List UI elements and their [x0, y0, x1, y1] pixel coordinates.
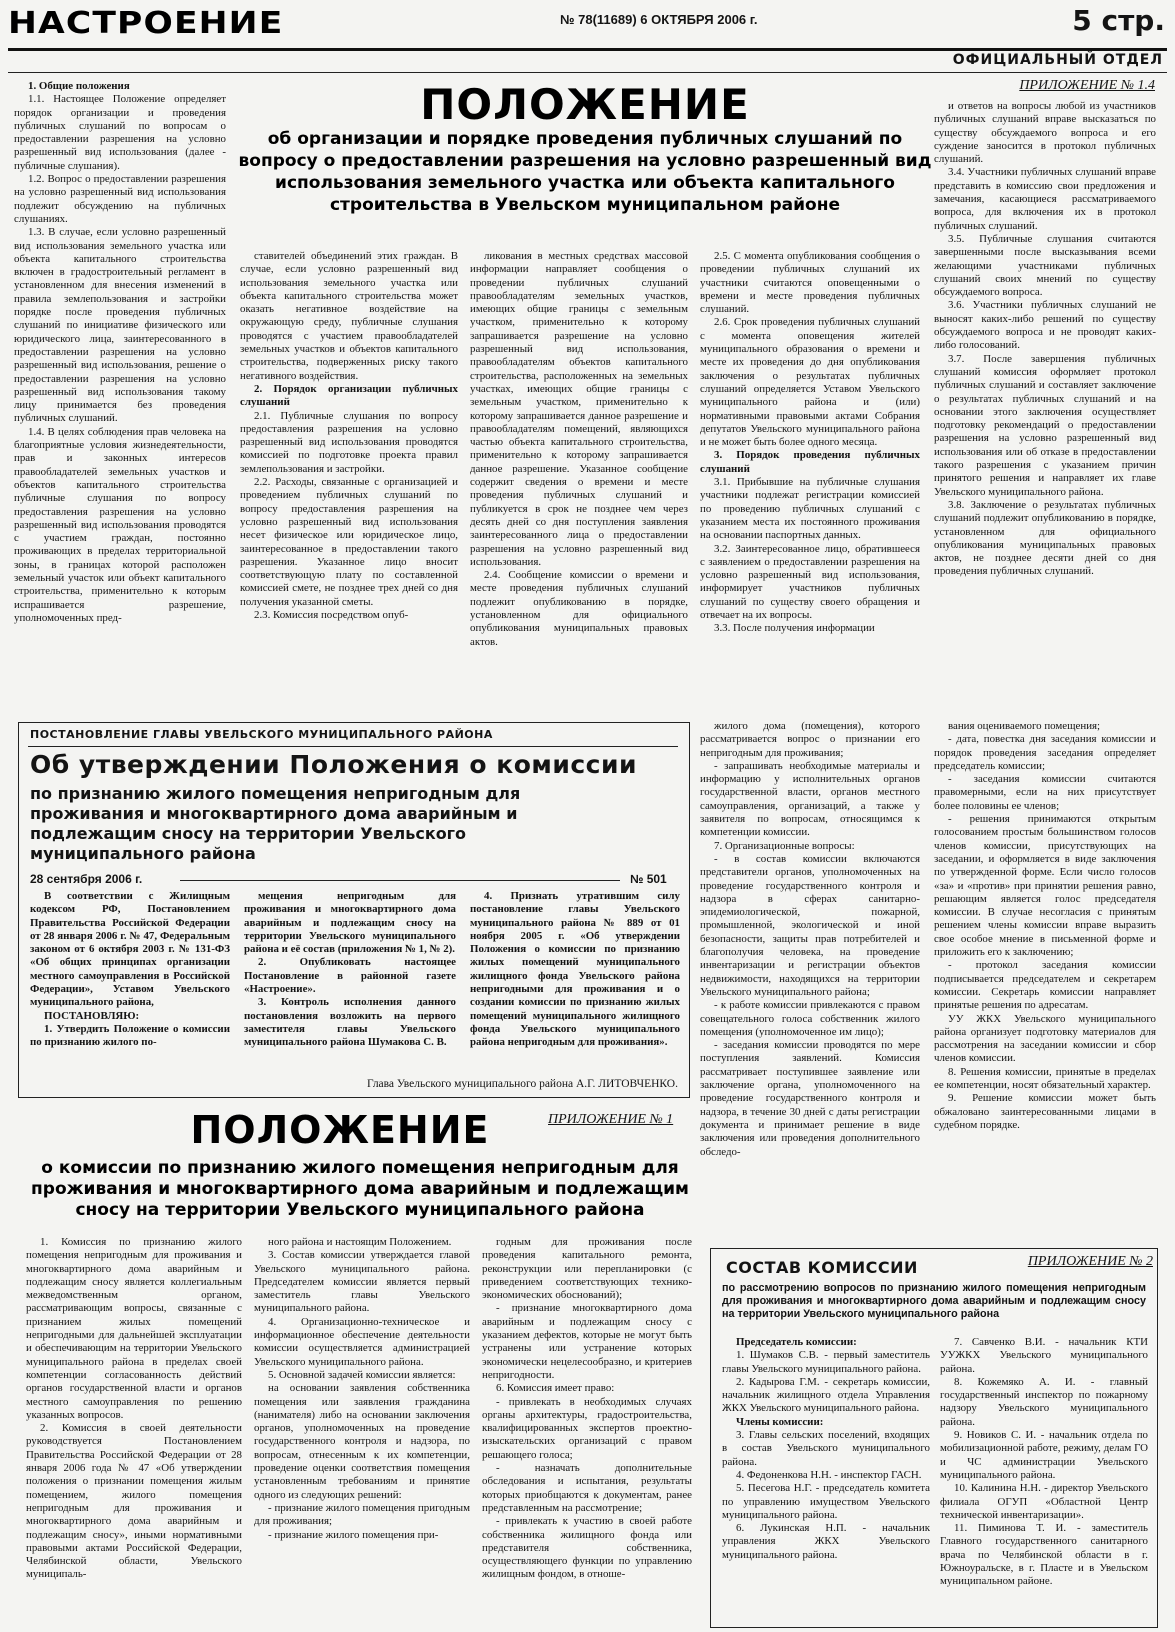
paragraph: - заседания комиссии считаются правомерными, если на них присутствует более половины ее членов; — [934, 773, 1156, 812]
section-label: ОФИЦИАЛЬНЫЙ ОТДЕЛ — [952, 52, 1163, 68]
commission-column-2 — [940, 1336, 1148, 1622]
article1-title: ПОЛОЖЕНИЕ — [420, 80, 750, 129]
commission-title: СОСТАВ КОМИССИИ — [726, 1258, 918, 1277]
decree-number: № 501 — [630, 872, 667, 886]
paragraph: 6. Комиссия имеет право: — [496, 1382, 615, 1395]
paragraph: - решения принимаются открытым голосованием простым большинством голосов членов комиссии, присутствующих на заседании, и оформляется в виде заключения по утвержденной форме. Если число голосов «за» и «против» при принятии решения равно, решающим является голос председателя комиссии. В случае несогласия с принятым решением члены комиссии вправе выразить свое особое мнение в письменной форме и приложить его к заключению; — [934, 813, 1156, 959]
decree-title: Об утверждении Положения о комиссии — [30, 750, 638, 779]
paragraph: 4. Федоненкова Н.Н. - инспектор ГАСН. — [736, 1468, 922, 1481]
article1-column-3 — [470, 250, 688, 706]
paragraph: УУ ЖКХ Увельского муниципального района организует подготовку материалов для рассмотрения на заседании комиссии и сбор членов комиссии. — [934, 1012, 1156, 1065]
paragraph: 1.1. Настоящее Положение определяет порядок организации и проведения публичных слушаний по вопросам о предоставлении разрешения на условно разрешенный вид использования (далее - публичные слушания). — [14, 93, 226, 172]
paragraph: - запрашивать необходимые материалы и информацию у исполнительных органов государственной власти, органов местного самоуправления, организаций, а также у заявителя по вопросам, относящимся к компетенции комиссии. — [700, 759, 920, 839]
paragraph: 2.4. Сообщение комиссии о времени и месте проведения публичных слушаний подлежит опубликованию в порядке, установленном для официального опубликования муниципальных правовых актов. — [470, 569, 688, 648]
decree-column-1 — [30, 890, 230, 1070]
paragraph: - привлекать к участию в своей работе собственника жилищного фонда или представителя собственника, осуществляющего функции по управлению жилищным фондом, в отноше- — [482, 1515, 692, 1581]
paragraph: ставителей объединений этих граждан. В случае, если условно разрешенный вид использования земельного участка или объекта капитального строительства может оказать негативное воздействие на окружающую среду, публичные слушания проводятся с участием правообладателей земельных участков и объектов капитального строительства, подверженных риску такого негативного воздействия. — [240, 250, 458, 382]
paragraph: 2.1. Публичные слушания по вопросу предоставления разрешения на условно разрешенный вид использования проводятся комиссией по подготовке проекта правил землепользования и застройки. — [240, 409, 458, 475]
paragraph: 4. Признать утратившим силу постановление главы Увельского муниципального района № 889 от 01 ноября 2005 г. «Об утверждении Положения о комиссии по признанию жилых помещений муниципального жилищного фонда Увельского района непригодными для проживания и о создании комиссии по признанию жилых помещений муниципального жилищного фонда Увельского муниципального района непригодным для проживания». — [470, 890, 680, 1049]
paragraph: 6. Лукинская Н.П. - начальник управления ЖКХ Увельского муниципального района. — [722, 1522, 930, 1561]
paragraph: - назначать дополнительные обследования и испытания, результаты которых приобщаются к документам, ранее представленным на рассмотрение; — [482, 1462, 692, 1514]
paragraph: 3.1. Прибывшие на публичные слушания участники подлежат регистрации комиссией по проведению публичных слушаний с указанием места их постоянного проживания на основании паспортных данных. — [700, 476, 920, 542]
paragraph: 2.2. Расходы, связанные с организацией и проведением публичных слушаний по вопросу предоставления разрешения на условно разрешенный вид использования несет физическое или юридическое лицо, заинтересованное в предоставлении такого разрешения. Указанное лицо вносит соответствующую плату по составленной комиссией смете, не позднее трех дней со дня получения указанной сметы. — [240, 476, 458, 608]
paragraph: 3.8. Заключение о результатах публичных слушаний подлежит опубликованию в порядке, установленном для официального опубликования муниципальных правовых актов, не позднее десяти дней со дня проведения публичных слушаний. — [934, 498, 1156, 578]
paragraph: на основании заявления собственника помещения или заявления гражданина (нанимателя) либо на основании заключения органов, уполномоченных на проведение государственного контроля и надзора, по вопросам, отнесенным к их компетенции, проведение оценки соответствия помещения установленным требованиям и принятие одного из следующих решений: — [254, 1382, 470, 1501]
paragraph: - дата, повестка дня заседания комиссии и порядок проведения заседания определяет председатель комиссии; — [934, 733, 1156, 772]
article1-column-1 — [14, 80, 226, 706]
section-heading: Члены комиссии: — [736, 1415, 824, 1428]
article1-column-5 — [934, 100, 1156, 706]
paragraph: 2.3. Комиссия посредством опуб- — [254, 609, 409, 622]
paragraph: 3.7. После завершения публичных слушаний комиссия оформляет протокол публичных слушаний и составляет заключение о результатах публичных слушаний и на основании этого заключения осуществляет подготовку рекомендаций о предоставлении разрешения на условно разрешенный вид использования или об отказе в предоставлении такого разрешения с указанием причин принятого решения и направляет их главе Увельского муниципального района. — [934, 352, 1156, 498]
decree-header-rule — [28, 746, 678, 747]
section-heading: 2. Порядок организации публичных слушаний — [240, 382, 458, 409]
paragraph: 3. Контроль исполнения данного постановления возложить на первого заместителя главы Увельского муниципального района Шумакова С. В. — [244, 996, 456, 1049]
paragraph: - протокол заседания комиссии подписывается председателем и секретарем комиссии. Секретарь комиссии направляет принятые решения по адресатам. — [934, 959, 1156, 1012]
paragraph: - в состав комиссии включаются представители органов, уполномоченных на проведение государственного контроля и надзора в сферах санитарно-эпидемиологической, пожарной, промышленной, экологической и иной безопасности, защиты прав потребителей и благополучия человека, на проведение инвентаризации и регистрации объектов недвижимости, находящихся на территории Увельского муниципального района; — [700, 852, 920, 998]
article1-subtitle: об организации и порядке проведения публичных слушаний по вопросу о предоставлении разрешения на условно разрешенный вид использования земельного участка или объекта капитального строительства в Увельском муниципальном районе — [238, 129, 932, 215]
section-heading: ПОСТАНОВЛЯЮ: — [44, 1009, 140, 1022]
paragraph: 3. Состав комиссии утверждается главой Увельского муниципального района. Председателем комиссии является первый заместитель главы Увельского муниципального района. — [254, 1249, 470, 1315]
paragraph: - к работе комиссии привлекаются с правом совещательного голоса собственник жилого помещения (уполномоченное им лицо); — [700, 999, 920, 1038]
paragraph: 8. Кожемяко А. И. - главный государственный инспектор по пожарному надзору Увельского муниципального района. — [940, 1375, 1148, 1428]
paragraph: 3.6. Участники публичных слушаний не выносят каких-либо решений по существу обсуждаемого вопроса и не проводят каких-либо голосований. — [934, 299, 1156, 352]
paragraph: 3.4. Участники публичных слушаний вправе представить в комиссию свои предложения и замечания, касающиеся рассматриваемого вопроса, для включения их в протокол публичных слушаний. — [934, 166, 1156, 232]
paragraph: 2. Опубликовать настоящее Постановление в районной газете «Настроение». — [244, 956, 456, 996]
paragraph: и ответов на вопросы любой из участников публичных слушаний вправе высказаться по существу обсуждаемого вопроса и его суждение заносится в протокол публичных слушаний. — [934, 100, 1156, 166]
newspaper-title: НАСТРОЕНИЕ — [8, 6, 284, 41]
paragraph: 9. Решение комиссии может быть обжаловано заинтересованными лицами в судебном порядке. — [934, 1092, 1156, 1131]
paragraph: - признание жилого помещения пригодным для проживания; — [254, 1501, 470, 1528]
article2-column-1 — [26, 1236, 242, 1630]
decree-header: ПОСТАНОВЛЕНИЕ ГЛАВЫ УВЕЛЬСКОГО МУНИЦИПАЛЬНОГО РАЙОНА — [30, 728, 493, 741]
paragraph: 3.5. Публичные слушания считаются завершенными после высказывания всеми желающими участниками публичных слушаний своих мнений по существу обсуждаемого вопроса. — [934, 232, 1156, 299]
issue-info: № 78(11689) 6 ОКТЯБРЯ 2006 г. — [560, 12, 758, 27]
page-number: 5 стр. — [1072, 4, 1165, 37]
paragraph: - признание многоквартирного дома аварийным и подлежащим сносу с указанием дефектов, которые не могут быть устранены или устранение которых экономически нецелесообразно, и критериев непригодности. — [482, 1302, 692, 1381]
paragraph: 10. Калинина Н.Н. - директор Увельского филиала ОГУП «Областной Центр технической инвентаризации». — [940, 1482, 1148, 1521]
paragraph: 1.3. В случае, если условно разрешенный вид использования земельного участка или объекта капитального строительства включен в градостроительный регламент в установленном для внесения изменений в правила землепользования и застройки порядке после проведения публичных слушаний по инициативе физического или юридического лица, заинтересованного в предоставлении разрешения на условно разрешенный вид использования, решение о предоставлении разрешения на условно разрешенный вид использования такому лицу принимается без проведения публичных слушаний. — [14, 226, 226, 425]
commission-column-1 — [722, 1336, 930, 1622]
paragraph: 1. Утвердить Положение о комиссии по признанию жилого по- — [30, 1022, 230, 1049]
paragraph: 3.2. Заинтересованное лицо, обратившееся с заявлением о предоставлении разрешения на условно разрешенный вид использования, информирует участников публичных слушаний по существу своего обращения и отвечает на их вопросы. — [700, 542, 920, 622]
paragraph: 3.3. После получения информации — [714, 622, 875, 635]
paragraph: 5. Песегова Н.Г. - председатель комитета по управлению имуществом Увельского муниципального района. — [722, 1482, 930, 1521]
paragraph: - заседания комиссии проводятся по мере поступления заявлений. Комиссия рассматривает поступившее заявление или заключение органа, уполномоченного на проведение государственного контроля и надзора, в течение 30 дней с даты регистрации документа и принимает решение в виде заключения или проведения дополнительного обследо- — [700, 1039, 920, 1158]
paragraph: - признание жилого помещения при- — [268, 1528, 439, 1541]
decree-column-2 — [244, 890, 456, 1070]
article2-column-2 — [254, 1236, 470, 1630]
paragraph: 8. Решения комиссии, принятые в пределах ее компетенции, носят обязательный характер. — [934, 1065, 1156, 1092]
paragraph: годным для проживания после проведения капитального ремонта, реконструкции или перепланировки (с приведением соответствующих технико-экономических обоснований); — [482, 1236, 692, 1302]
article2-column-4 — [700, 720, 920, 1218]
article2-column-3 — [482, 1236, 692, 1630]
paragraph: вания оцениваемого помещения; — [948, 720, 1101, 732]
paragraph: 5. Основной задачей комиссии является: — [268, 1368, 456, 1381]
decree-signature: Глава Увельского муниципального района А.Г. ЛИТОВЧЕНКО. — [367, 1078, 678, 1090]
decree-date-rule — [180, 880, 620, 881]
paragraph: 2.6. Срок проведения публичных слушаний с момента оповещения жителей муниципального образования о времени и месте их проведения до дня опубликования заключения о результатах публичных слушаний определяется Уставом Увельского муниципального района и (или) нормативными правовыми актами Собрания депутатов Увельского муниципального района и не может быть более одного месяца. — [700, 316, 920, 449]
top-rule — [8, 48, 1167, 51]
appendix-label-1-4: ПРИЛОЖЕНИЕ № 1.4 — [1019, 78, 1155, 93]
paragraph: 4. Организационно-техническое и информационное обеспечение деятельности комиссии осуществляется администрацией Увельского муниципального района. — [254, 1315, 470, 1368]
paragraph: В соответствии с Жилищным кодексом РФ, Постановлением Правительства Российской Федерации от 28 января 2006 г. № 47, Федеральным законом от 6 октября 2003 г. № 131-ФЗ «Об общих принципах организации местного самоуправления в Российской Федерации», Уставом Увельского муниципального района, — [30, 890, 230, 1009]
paragraph: 1.2. Вопрос о предоставлении разрешения на условно разрешенный вид использования подлежит обсуждению на публичных слушаниях. — [14, 173, 226, 225]
paragraph: жилого дома (помещения), которого рассматривается вопрос о признании его непригодным для проживания; — [700, 720, 920, 759]
paragraph: 1. Комиссия по признанию жилого помещения непригодным для проживания и многоквартирного дома аварийным и подлежащим сносу является коллегиальным межведомственным органом, рассматривающим вопросы, связанные с признанием жилых помещений непригодными для дальнейшей эксплуатации и обеспечивающим на территории Увельского муниципального района в пределах своей компетенции согласованность действий органов государственной власти и органов местного самоуправления по решению указанных вопросов. — [26, 1236, 242, 1421]
appendix-label-2: ПРИЛОЖЕНИЕ № 2 — [1027, 1254, 1153, 1269]
paragraph: - привлекать в необходимых случаях органы архитектуры, градостроительства, квалифицированных экспертов проектно-изыскательских организаций с правом решающего голоса; — [482, 1395, 692, 1461]
paragraph: мещения непригодным для проживания и многоквартирного дома аварийным и подлежащим сносу на территории Увельского муниципального района и её состав (приложения № 1, № 2). — [244, 890, 456, 956]
paragraph: ликования в местных средствах массовой информации направляет сообщения о проведении публичных слушаний правообладателям земельных участков, имеющих общие границы с земельным участком, применительно к которому запрашивается разрешение на условно разрешенный вид использования, правообладателям объектов капитального строительства, расположенных на земельных участках, имеющих общие границы с земельным участком, применительно к которому запрашивается данное разрешение и правообладателям помещений, являющихся частью объекта капитального строительства, применительно к которому запрашивается данное разрешение. Указанное сообщение содержит сведения о времени и месте проведения публичных слушаний и публикуется в срок не позднее чем через десять дней со дня поступления заявления заинтересованного лица о предоставлении разрешения на условно разрешенный вид использования. — [470, 250, 688, 568]
paragraph: 1. Шумаков С.В. - первый заместитель главы Увельского муниципального района. — [722, 1349, 930, 1375]
paragraph: 9. Новиков С. И. - начальник отдела по мобилизационной работе, режиму, делам ГО и ЧС администрации Увельского муниципального района. — [940, 1429, 1148, 1481]
article1-column-2 — [240, 250, 458, 706]
article2-title: ПОЛОЖЕНИЕ — [190, 1108, 490, 1152]
paragraph: 2. Комиссия в своей деятельности руководствуется Постановлением Правительства Российской Федерации от 28 января 2006 года № 47 «Об утверждении положения о признании помещения жилым помещением, жилого помещения непригодным для проживания и многоквартирного дома аварийным и подлежащим сносу», иными нормативными правовыми актами Российской Федерации, Челябинской области, Увельского муниципаль- — [26, 1422, 242, 1581]
decree-subtitle: по признанию жилого помещения непригодным для проживания и многоквартирного дома аварийным и подлежащим сносу на территории Увельского муниципального района — [30, 784, 521, 863]
paragraph: ного района и настоящим Положением. — [268, 1236, 452, 1248]
article2-column-5 — [934, 720, 1156, 1218]
article1-column-4 — [700, 250, 920, 706]
decree-column-3 — [470, 890, 680, 1070]
article2-subtitle: о комиссии по признанию жилого помещения непригодным для проживания и многоквартирного дома аварийным и подлежащим сносу на территории Увельского муниципального района — [31, 1158, 689, 1220]
section-heading: 3. Порядок проведения публичных слушаний — [700, 449, 920, 475]
paragraph: 11. Пиминова Т. И. - заместитель Главного государственного санитарного врача по Челябинской области в г. Южноуральске, в г. Пласте и в Увельском муниципальном районе. — [940, 1522, 1148, 1588]
commission-subtitle: по рассмотрению вопросов по признанию жилого помещения непригодным для проживания и многоквартирного дома аварийным и подлежащим сносу на территории Увельского муниципального района — [722, 1282, 1146, 1320]
appendix-label-1: ПРИЛОЖЕНИЕ № 1 — [548, 1112, 674, 1127]
decree-date: 28 сентября 2006 г. — [30, 872, 143, 886]
paragraph: 7. Организационные вопросы: — [714, 839, 855, 852]
section-rule — [8, 72, 1167, 73]
paragraph: 2.5. С момента опубликования сообщения о проведении публичных слушаний их участники считаются оповещенными о времени и месте проведения публичных слушаний. — [700, 250, 920, 316]
paragraph: 2. Кадырова Г.М. - секретарь комиссии, начальник жилищного отдела Управления ЖКХ Увельского муниципального района. — [722, 1375, 930, 1415]
paragraph: 1.4. В целях соблюдения прав человека на благоприятные условия жизнедеятельности, прав и законных интересов правообладателей земельных участков и объектов капитального строительства публичные слушания по вопросу предоставления разрешения на условно разрешенный вид использования проводятся с участием граждан, постоянно проживающих в пределах территориальной зоны, в границах которой расположен земельный участок или объект капитального строительства, применительно к которым испрашивается разрешение, уполномоченных пред- — [14, 425, 226, 624]
paragraph: 7. Савченко В.И. - начальник КТИ УУЖКХ Увельского муниципального района. — [940, 1336, 1148, 1375]
section-heading: 1. Общие положения — [28, 80, 130, 92]
paragraph: 3. Главы сельских поселений, входящих в состав Увельского муниципального района. — [722, 1429, 930, 1468]
section-heading: Председатель комиссии: — [736, 1336, 857, 1348]
